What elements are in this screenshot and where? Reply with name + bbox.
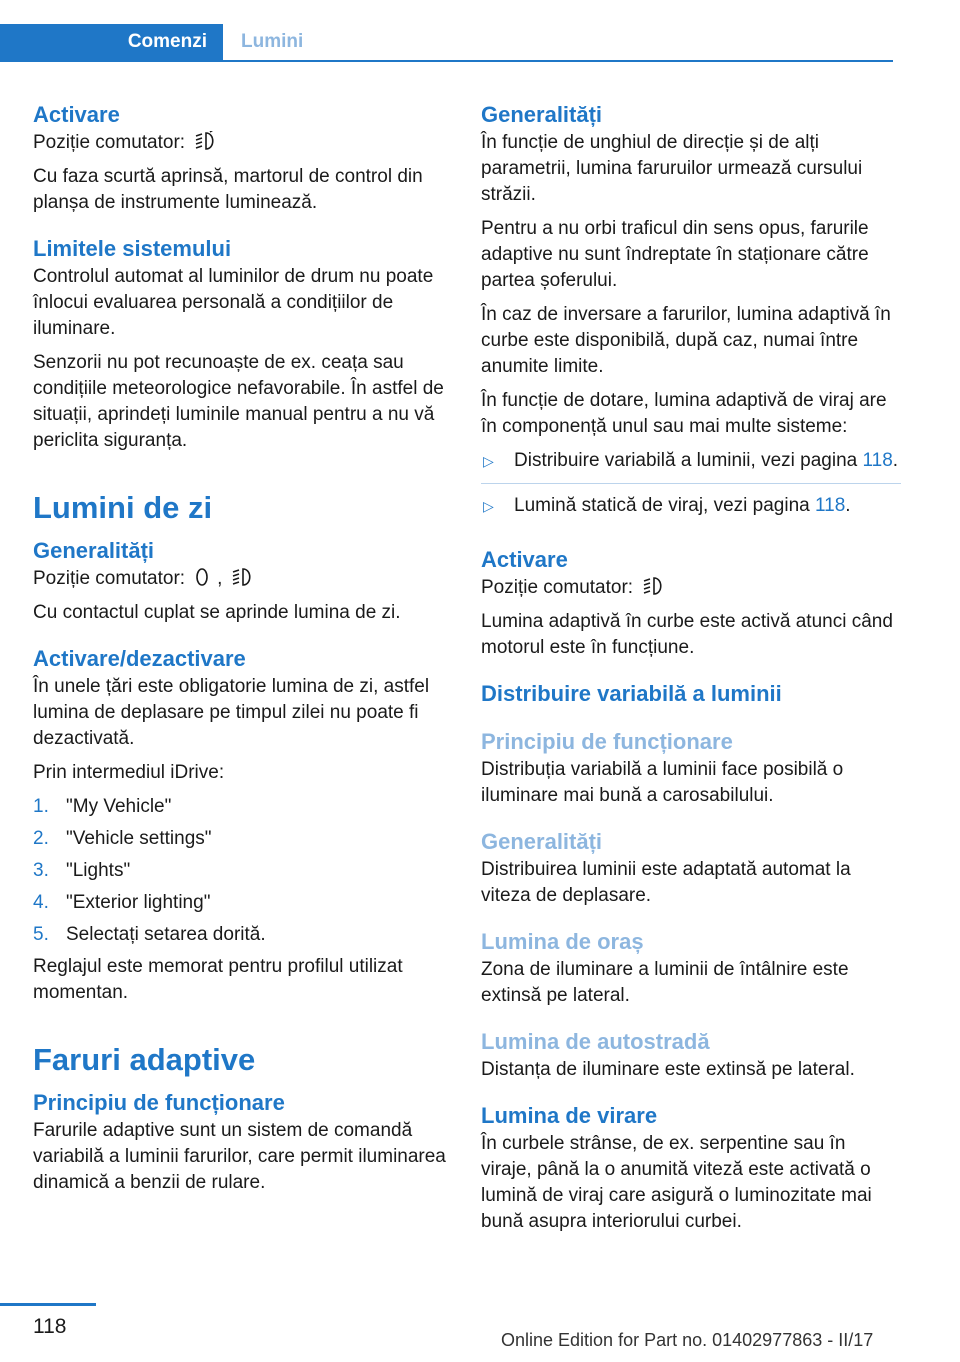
- heading-principiu: Principiu de funcționare: [33, 1090, 285, 1115]
- list-item: 1. "My Vehicle": [33, 796, 172, 817]
- list-item: 3. "Lights": [33, 860, 131, 881]
- city-light-text: Zona de iluminare a luminii de întâlnire este extinsă pe lateral.: [481, 959, 849, 1006]
- idrive-text: Prin intermediul iDrive:: [33, 762, 225, 783]
- heading-distribuire: Distribuire variabilă a luminii: [481, 681, 782, 706]
- heading-activare: Activare: [33, 102, 120, 127]
- switch-position-text-3: Poziție comutator:: [481, 575, 901, 601]
- header-bar: [0, 24, 893, 62]
- heading-principiu-right: Principiu de funcționare: [481, 729, 733, 754]
- heading-lumina-autostrada: Lumina de autostradă: [481, 1029, 710, 1054]
- setting-saved-text: Reglajul este memorat pentru profilul utilizat momentan.: [33, 956, 403, 1003]
- tab-lumini[interactable]: Lumini: [241, 31, 304, 52]
- daylight-text: Cu contactul cuplat se aprinde lumina de zi.: [33, 602, 401, 623]
- steps-list: [33, 794, 448, 948]
- sensors-text: Senzorii nu pot recunoaște de ex. ceața sau condițiile meteorologice nefavorabile. În astfel de situații, aprindeți luminile manual pentru a nu vă periclita siguranța.: [33, 352, 444, 451]
- tab-comenzi[interactable]: Comenzi: [0, 24, 223, 60]
- heading-lumina-oras: Lumina de oraș: [481, 929, 644, 954]
- edition-footer: Online Edition for Part no. 01402977863 - II/17: [501, 1330, 874, 1350]
- low-beam-auto-icon: [643, 576, 667, 596]
- list-item: ▷ Distribuire variabilă a luminii, vezi pagina 118.: [481, 448, 901, 484]
- heading-generalitati-right: Generalități: [481, 102, 603, 127]
- page-link[interactable]: 118: [862, 450, 893, 471]
- right-column: [481, 100, 901, 1235]
- list-item: ▷ Lumină statică de viraj, vezi pagina 118.: [481, 493, 901, 528]
- triangle-bullet-icon: ▷: [483, 453, 494, 469]
- oncoming-traffic-text: Pentru a nu orbi traficul din sens opus, farurile adaptive nu sunt îndreptate în staționare către partea șoferului.: [481, 218, 869, 291]
- heading-activare-dezactivare: Activare/dezactivare: [33, 646, 246, 671]
- list-item: 2. "Vehicle settings": [33, 828, 212, 849]
- highway-light-text: Distanța de iluminare este extinsă pe lateral.: [481, 1059, 855, 1080]
- systems-list: [481, 448, 901, 528]
- switch-position-text: Poziție comutator:: [33, 130, 448, 156]
- heading-limitele: Limitele sistemului: [33, 236, 232, 261]
- distribution-text: Distribuția variabilă a luminii face posibilă o iluminare mai bună a carosabilului.: [481, 759, 844, 806]
- adaptive-active-text: Lumina adaptivă în curbe este activă atunci când motorul este în funcțiune.: [481, 611, 893, 658]
- steering-angle-text: În funcție de unghiul de direcție și de alți parametrii, lumina faruruilor urmează cursului străzii.: [481, 132, 863, 205]
- heading-generalitati-2: Generalități: [481, 829, 603, 854]
- heading-lumina-virare: Lumina de virare: [481, 1103, 658, 1128]
- inversion-text: În caz de inversare a farurilor, lumina adaptivă în curbe este disponibilă, după caz, numai între anumite limite.: [481, 304, 891, 377]
- speed-adapt-text: Distribuirea luminii este adaptată automat la viteza de deplasare.: [481, 859, 851, 906]
- off-icon: [195, 567, 209, 587]
- heading-lumini-de-zi: Lumini de zi: [33, 490, 213, 525]
- equipment-text: În funcție de dotare, lumina adaptivă de viraj are în componență unul sau mai multe sisteme:: [481, 390, 887, 437]
- page-number-rule: [0, 1303, 96, 1306]
- page-number: 118: [33, 1315, 67, 1338]
- triangle-bullet-icon: ▷: [483, 498, 494, 514]
- page-link[interactable]: 118: [815, 495, 846, 516]
- heading-activare-right: Activare: [481, 547, 568, 572]
- left-column: [33, 100, 448, 1196]
- adaptive-headlights-text: Farurile adaptive sunt un sistem de comandă variabilă a luminii farurilor, care permit iluminarea dinamică a benzii de rulare.: [33, 1120, 446, 1193]
- low-beam-auto-icon: [232, 567, 256, 587]
- list-item: 4. "Exterior lighting": [33, 892, 211, 913]
- header-rule: [0, 60, 893, 62]
- heading-generalitati: Generalități: [33, 538, 155, 563]
- list-item: 5. Selectați setarea dorită.: [33, 924, 266, 945]
- low-beam-text: Cu faza scurtă aprinsă, martorul de control din planșa de instrumente luminează.: [33, 166, 423, 213]
- countries-text: În unele țări este obligatorie lumina de zi, astfel lumina de deplasare pe timpul zilei nu poate fi dezactivată.: [33, 676, 430, 749]
- cornering-light-text: În curbele strânse, de ex. serpentine sau în viraje, până la o anumită viteză este activată o lumină de viraj care asigură o luminozitate mai bună asupra interiorului curbei.: [481, 1133, 872, 1232]
- switch-position-text-2: Poziție comutator: ,: [33, 566, 448, 592]
- control-text: Controlul automat al luminilor de drum nu poate înlocui evaluarea personală a condițiilor de iluminare.: [33, 266, 434, 339]
- low-beam-auto-icon: [195, 131, 219, 151]
- heading-faruri-adaptive: Faruri adaptive: [33, 1042, 256, 1077]
